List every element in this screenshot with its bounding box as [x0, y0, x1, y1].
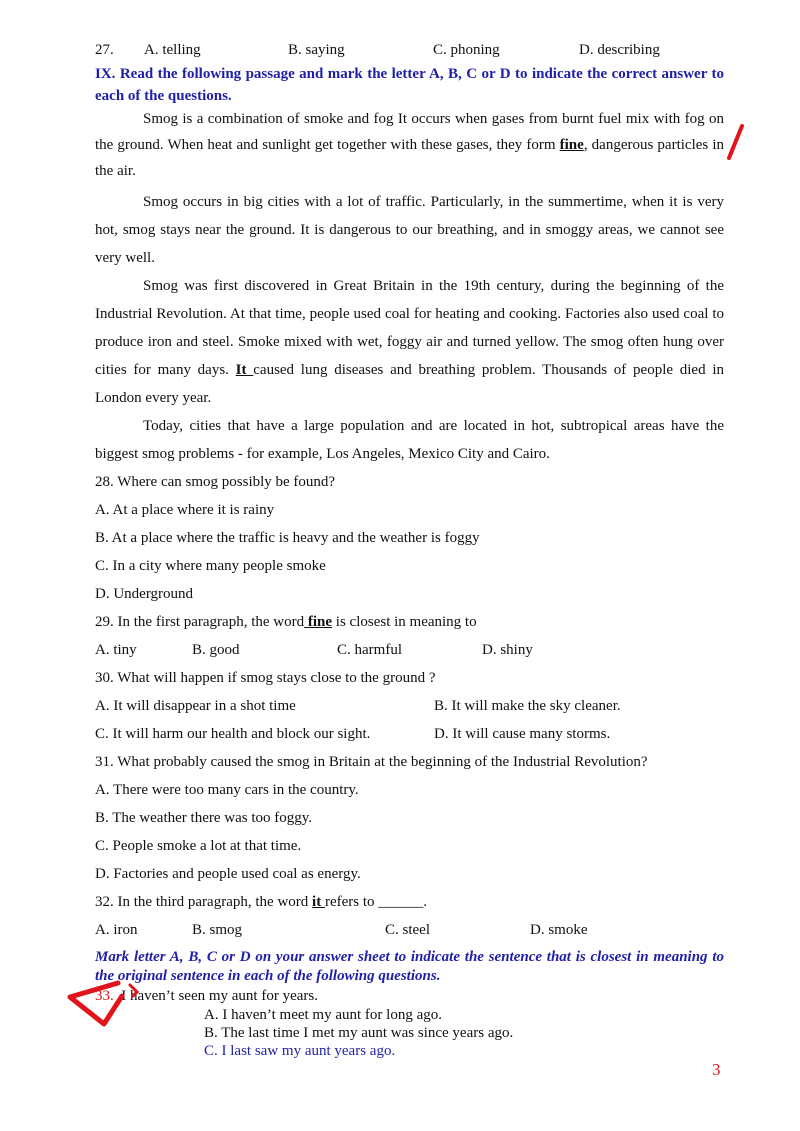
question-29-options	[95, 636, 724, 664]
q27-option-b: B. saying	[288, 42, 345, 58]
worksheet-page	[95, 36, 724, 1060]
passage-paragraph-2: Smog occurs in big cities with a lot of traffic. Particularly, in the summertime, when it is very hot, smog stays near the ground. It is dangerous to our breathing, and in smoggy areas, we cannot see very well.	[95, 194, 724, 266]
q29-option-b: B. good	[192, 642, 240, 658]
q31-option-a: A. There were too many cars in the country.	[95, 782, 359, 798]
q32-option-b: B. smog	[192, 922, 243, 938]
keyword-fine-ref: fine	[304, 614, 333, 630]
q30-option-a: A. It will disappear in a shot time	[95, 698, 296, 714]
question-33-stem: 33. I haven’t seen my aunt for years.	[95, 988, 318, 1004]
q33-option-b: B. The last time I met my aunt was since years ago.	[204, 1025, 514, 1041]
q27-option-c: C. phoning	[433, 42, 500, 58]
q31-option-b: B. The weather there was too foggy.	[95, 810, 313, 826]
q33-number: 33.	[95, 988, 114, 1004]
q28-option-d: D. Underground	[95, 586, 194, 602]
q33-option-a: A. I haven’t meet my aunt for long ago.	[204, 1007, 442, 1023]
passage-paragraph-1: Smog is a combination of smoke and fog It occurs when gases from burnt fuel mix with fog on the ground. When heat and sunlight get together with these gases, they form fine, dangerous particles in the air.	[95, 111, 724, 179]
question-32-options	[95, 916, 724, 944]
q32-option-d: D. smoke	[530, 922, 588, 938]
q28-option-a: A. At a place where it is rainy	[95, 502, 275, 518]
section-ix-heading: IX. Read the following passage and mark the letter A, B, C or D to indicate the correct answer to each of the questions.	[95, 66, 724, 104]
page-number: 3	[712, 1060, 721, 1079]
q28-option-b: B. At a place where the traffic is heavy and the weather is foggy	[95, 530, 480, 546]
passage-paragraph-4: Today, cities that have a large population and are located in hot, subtropical areas have the biggest smog problems - for example, Los Angeles, Mexico City and Cairo.	[95, 418, 724, 462]
question-27-options	[95, 36, 724, 64]
question-28-stem: 28. Where can smog possibly be found?	[95, 474, 336, 490]
q29-option-c: C. harmful	[337, 642, 402, 658]
q33-option-c: C. I last saw my aunt years ago.	[204, 1043, 396, 1059]
question-30-stem: 30. What will happen if smog stays close to the ground ?	[95, 670, 436, 686]
question-29-stem: 29. In the first paragraph, the word fine is closest in meaning to	[95, 614, 477, 630]
q30-option-d: D. It will cause many storms.	[434, 726, 611, 742]
q28-option-c: C. In a city where many people smoke	[95, 558, 326, 574]
question-30-options-cd	[95, 720, 724, 748]
section-x-heading: Mark letter A, B, C or D on your answer sheet to indicate the sentence that is closest in meaning to the original sentence in each of the following questions.	[95, 949, 724, 984]
red-pen-slash	[729, 126, 742, 158]
q30-option-b: B. It will make the sky cleaner.	[434, 698, 621, 714]
q27-option-d: D. describing	[579, 42, 660, 58]
keyword-it-ref: it	[312, 894, 325, 910]
q29-option-d: D. shiny	[482, 642, 533, 658]
q32-option-a: A. iron	[95, 922, 138, 938]
q27-option-a: A. telling	[144, 42, 201, 58]
question-32-stem: 32. In the third paragraph, the word it refers to ______.	[95, 894, 428, 910]
keyword-fine: fine	[559, 137, 584, 153]
keyword-it: It	[235, 362, 254, 378]
q29-option-a: A. tiny	[95, 642, 137, 658]
question-31-stem: 31. What probably caused the smog in Britain at the beginning of the Industrial Revolution?	[95, 754, 648, 770]
passage-paragraph-3: Smog was first discovered in Great Britain in the 19th century, during the beginning of the Industrial Revolution. At that time, people used coal for heating and cooking. Factories also used coal to produce iron and steel. Smoke mixed with wet, foggy air and turned yellow. The smog often hung over cities for many days. It caused lung diseases and breathing problem. Thousands of people died in London every year.	[95, 278, 724, 406]
question-30-options-ab	[95, 692, 724, 720]
q31-option-c: C. People smoke a lot at that time.	[95, 838, 302, 854]
q30-option-c: C. It will harm our health and block our sight.	[95, 726, 371, 742]
q31-option-d: D. Factories and people used coal as energy.	[95, 866, 361, 882]
q32-option-c: C. steel	[385, 922, 430, 938]
q27-number: 27.	[95, 42, 114, 58]
